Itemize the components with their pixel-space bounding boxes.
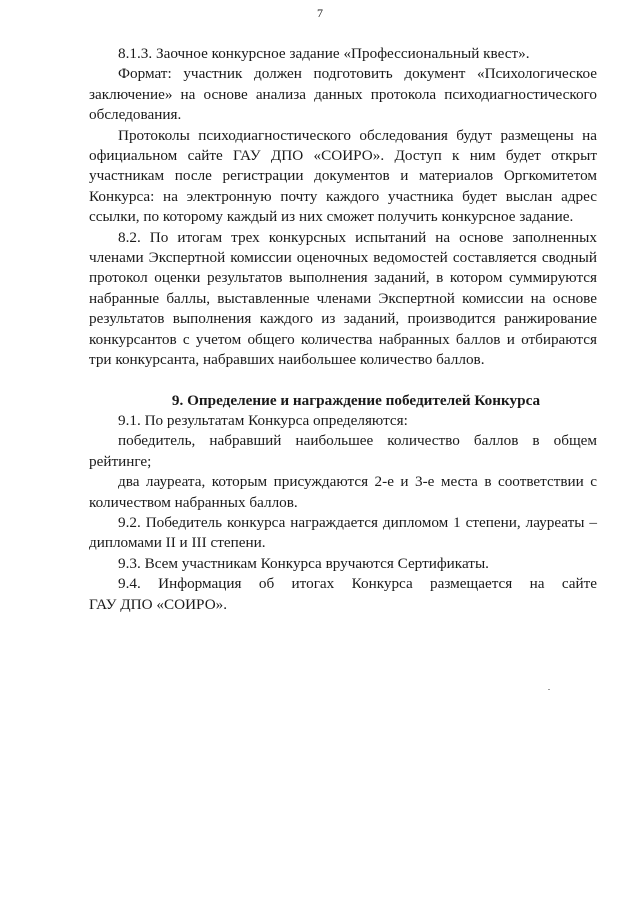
document-body [89,44,597,615]
paragraph-9-2: 9.2. Победитель конкурса награждается дипломом 1 степени, лауреаты – дипломами II и III степени. [89,513,597,552]
paragraph-winner: победитель, набравший наибольшее количество баллов в общем рейтинге; [89,432,597,470]
section-heading: 9. Определение и награждение победителей Конкурса [171,391,541,409]
paragraph-protocols: Протоколы психодиагностического обследования будут размещены на официальном сайте ГАУ ДПО «СОИРО». Доступ к ним будет открыт участникам после регистрации документов и материалов Оргкомитетом Конкурса: на электронную почту каждого участника будет выслан адрес ссылки, по которому каждый из них сможет получить конкурсное задание. [89,126,597,226]
paragraph-8-2: 8.2. По итогам трех конкурсных испытаний на основе заполненных членами Экспертной комиссии оценочных ведомостей составляется сводный протокол оценки результатов выполнения заданий, в котором суммируются набранные баллы, выставленные членами Экспертной комиссии на основе результатов выполнения каждого из заданий, производится ранжирование конкурсантов с учетом общего количества набранных баллов и отбираются три конкурсанта, набравших наибольшее количество баллов. [89,228,597,369]
paragraph-format: Формат: участник должен подготовить документ «Психологическое заключение» на основе анализа данных протокола психодиагностического обследования. [89,65,597,124]
paragraph-laureates: два лауреата, которым присуждаются 2-е и 3-е места в соответствии с количеством набранных баллов. [89,473,597,511]
paragraph-9-1: 9.1. По результатам Конкурса определяются: [118,411,408,429]
paragraph-9-4-line2: ГАУ ДПО «СОИРО». [89,595,228,613]
paragraph-8-1-3: 8.1.3. Заочное конкурсное задание «Профессиональный квест». [118,45,530,62]
scan-speck [548,689,550,690]
paragraph-9-4-line1: 9.4. Информация об итогах Конкурса размещается на сайте [118,575,597,593]
page-number: 7 [317,6,323,20]
paragraph-9-3: 9.3. Всем участникам Конкурса вручаются Сертификаты. [118,554,489,572]
